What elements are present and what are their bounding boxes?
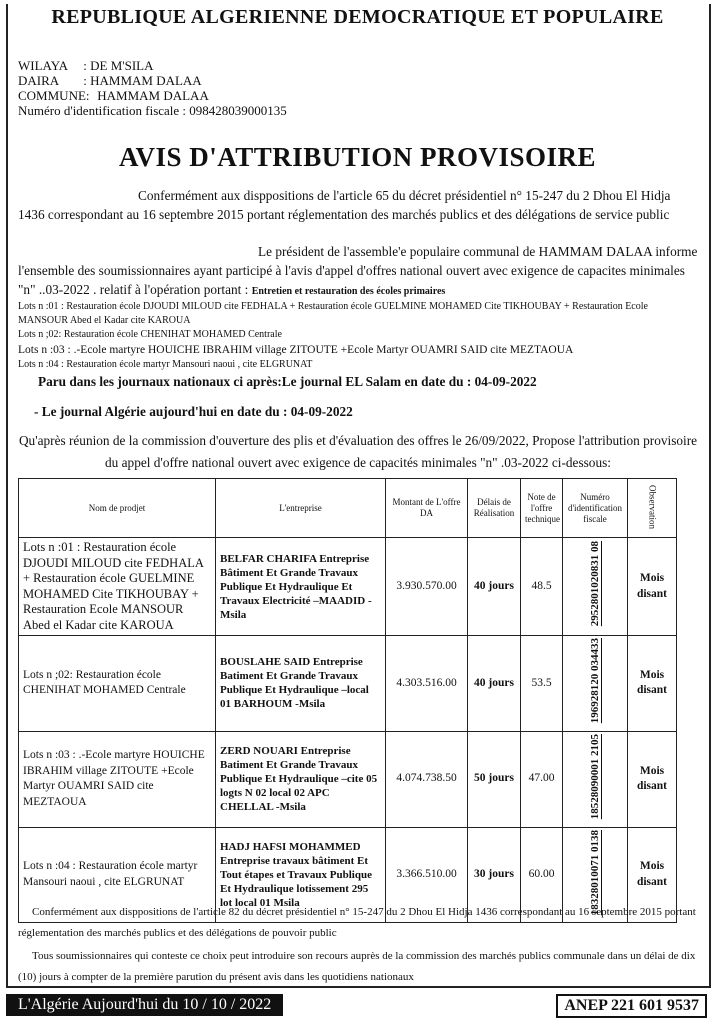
cell-observation: Mois disant — [628, 731, 677, 827]
cell-fiscal-id: 2952801020831 08 — [563, 538, 628, 636]
table-row — [19, 538, 677, 636]
header-tech-score: Note de l'offre technique — [521, 479, 563, 538]
cell-score: 60.00 — [521, 827, 563, 923]
president-text: Le président de l'assemble'e populaire communal de HAMMAM DALAA informe l'ensemble des soumissionnaires ayant participé à l'avis d'appel d'offres national ouvert avec exigence de capacites minimales "n" ..03-2022 . relatif à l'opération portant : — [18, 244, 698, 297]
cell-observation: Mois disant — [628, 636, 677, 732]
cell-project: Lots n :04 : Restauration école martyr Mansouri naoui , cite ELGRUNAT — [19, 827, 216, 923]
newspaper-tag: L'Algérie Aujourd'hui du 10 / 10 / 2022 — [6, 994, 283, 1016]
header-observation: Observation — [628, 479, 677, 538]
lot-item: Lots n :04 : Restauration école martyr Mansouri naoui , cite ELGRUNAT — [18, 359, 313, 370]
fiscal-id: Numéro d'identification fiscale : 098428039000135 — [18, 103, 287, 118]
cell-score: 53.5 — [521, 636, 563, 732]
cell-company: BOUSLAHE SAID Entreprise Batiment Et Grande Travaux Publique Et Hydraulique –local 01 BARHOUM -Msila — [216, 636, 386, 732]
table-row — [19, 636, 677, 732]
recourse-paragraph: Tous soumissionnaires qui conteste ce choix peut introduire son recours auprès de la commission des marchés publics communale dans un délai de dix (10) jours à compter de la première parution du présent avis dans les quotidiens nationaux — [18, 950, 696, 983]
cell-amount: 3.930.570.00 — [386, 538, 468, 636]
cell-company: BELFAR CHARIFA Entreprise Bâtiment Et Grande Travaux Publique Et Hydraulique Et Travaux Electricité –MAADID -Msila — [216, 538, 386, 636]
cell-delay: 40 jours — [468, 636, 521, 732]
legal-paragraph: Confermément aux disppositions de l'article 65 du décret présidentiel n° 15-247 du 2 Dhou El Hidja 1436 correspondant au 16 septembre 2015 portant réglementation des marchés publics et des délégations de service public — [18, 188, 671, 222]
recourse-legal-paragraph: Confermément aux disppositions de l'article 82 du décret présidentiel n° 15-247 du 2 Dhou El Hidja 1436 correspondant au 16 septembre 2015 portant réglementation des marchés publics et des délégations de pouvoir public — [18, 906, 696, 939]
lot-item: Lots n :03 : .-Ecole martyre HOUICHE IBRAHIM village ZITOUTE +Ecole Martyr OUAMRI SAID cite MEZTAOUA — [18, 344, 574, 356]
cell-fiscal-id: 18328010071 0138 — [563, 827, 628, 923]
publication-footer — [0, 992, 715, 1020]
cell-delay: 50 jours — [468, 731, 521, 827]
journal-line: - Le journal Algérie aujourd'hui en date du : 04-09-2022 — [34, 404, 353, 419]
cell-score: 47.00 — [521, 731, 563, 827]
cell-project: Lots n ;02: Restauration école CHENIHAT MOHAMED Centrale — [19, 636, 216, 732]
commune-value: HAMMAM DALAA — [97, 88, 209, 103]
daira-label: DAIRA — [18, 73, 60, 88]
cell-delay: 30 jours — [468, 827, 521, 923]
cell-project: Lots n :03 : .-Ecole martyre HOUICHE IBRAHIM village ZITOUTE +Ecole Martyr OUAMRI SAID cite MEZTAOUA — [19, 731, 216, 827]
cell-company: HADJ HAFSI MOHAMMED Entreprise travaux bâtiment Et Tout étapes et Travaux Publique Et Hydraulique lotissement 295 lot local 01 Msila — [216, 827, 386, 923]
attribution-table — [18, 478, 677, 923]
cell-observation: Mois disant — [628, 538, 677, 636]
header-delay: Délais de Réalisation — [468, 479, 521, 538]
lot-item: Lots n ;02: Restauration école CHENIHAT MOHAMED Centrale — [18, 329, 282, 340]
header-fiscal-id: Numéro d'identification fiscale — [563, 479, 628, 538]
table-row — [19, 731, 677, 827]
commune-label: COMMUNE: — [18, 88, 90, 103]
publication-line: Paru dans les journaux nationaux ci après:Le journal EL Salam en date du : 04-09-2022 — [38, 374, 537, 389]
anep-reference: ANEP 221 601 9537 — [556, 994, 707, 1018]
cell-amount: 3.366.510.00 — [386, 827, 468, 923]
lot-item: Lots n :01 : Restauration école DJOUDI MILOUD cite FEDHALA + Restauration école GUELMINE MOHAMED Cite TIKHOUBAY + Restauration Ecole MANSOUR Abed el Kadar cite KAROUA — [18, 301, 648, 326]
cell-project: Lots n :01 : Restauration école DJOUDI MILOUD cite FEDHALA + Restauration école GUELMINE MOHAMED Cite TIKHOUBAY + Restauration Ecole MANSOUR Abed el Kadar cite KAROUA — [19, 538, 216, 636]
lots-list — [18, 300, 698, 372]
administration-block — [18, 58, 287, 118]
cell-amount: 4.074.738.50 — [386, 731, 468, 827]
table-header-row — [19, 479, 677, 538]
operation-text: Entretien et restauration des écoles primaires — [251, 286, 446, 297]
header-amount: Montant de L'offre DA — [386, 479, 468, 538]
cell-company: ZERD NOUARI Entreprise Batiment Et Grande Travaux Publique Et Hydraulique –cite 05 logts N 02 local 02 APC CHELLAL -Msila — [216, 731, 386, 827]
cell-amount: 4.303.516.00 — [386, 636, 468, 732]
wilaya-label: WILAYA — [18, 58, 69, 73]
cell-score: 48.5 — [521, 538, 563, 636]
header-company: L'entreprise — [216, 479, 386, 538]
republic-title: REPUBLIQUE ALGERIENNE DEMOCRATIQUE ET POPULAIRE — [51, 6, 664, 28]
notice-heading: AVIS D'ATTRIBUTION PROVISOIRE — [118, 142, 597, 172]
attribution-intro: Qu'après réunion de la commission d'ouverture des plis et d'évaluation des offres le 26/09/2022, Propose l'attribution provisoire du appel d'offre national ouvert avec exigence de capacités minimales "n" .03-2022 ci-dessous: — [18, 433, 698, 470]
cell-fiscal-id: 18528090001 2105 — [563, 731, 628, 827]
header-project: Nom de prodjet — [19, 479, 216, 538]
cell-delay: 40 jours — [468, 538, 521, 636]
cell-fiscal-id: 196928120 034433 — [563, 636, 628, 732]
cell-observation: Mois disant — [628, 827, 677, 923]
daira-value: : HAMMAM DALAA — [83, 73, 202, 88]
president-paragraph — [18, 242, 698, 299]
wilaya-value: : DE M'SILA — [83, 58, 154, 73]
